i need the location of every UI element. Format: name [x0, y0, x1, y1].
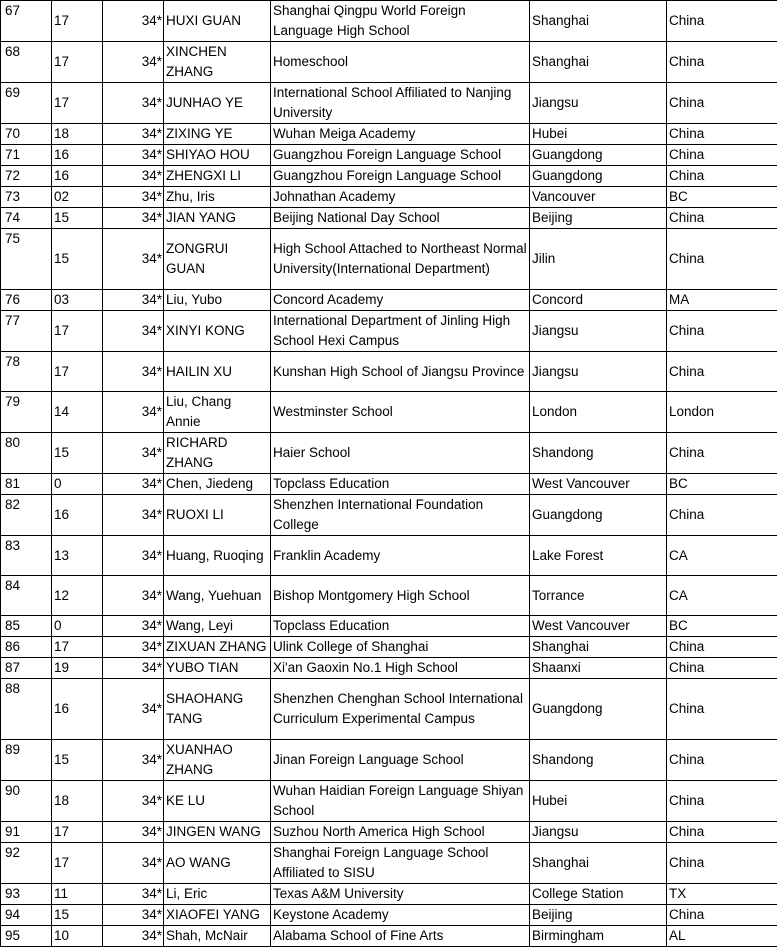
school-cell: Homeschool — [271, 42, 530, 83]
name-cell: YUBO TIAN — [164, 658, 271, 679]
table-row — [1, 145, 777, 166]
rank-cell: 73 — [1, 187, 52, 208]
grade-cell: 15 — [52, 229, 103, 290]
school-cell: Shenzhen International Foundation College — [271, 495, 530, 536]
grade-cell: 17 — [52, 637, 103, 658]
city-cell: Shanghai — [530, 1, 667, 42]
school-cell: Haier School — [271, 433, 530, 474]
city-cell: Guangdong — [530, 495, 667, 536]
school-cell: Shenzhen Chenghan School International Curriculum Experimental Campus — [271, 679, 530, 740]
city-cell: Shanghai — [530, 843, 667, 884]
table-row — [1, 822, 777, 843]
grade-cell: 10 — [52, 926, 103, 947]
city-cell: Shanghai — [530, 42, 667, 83]
table-row — [1, 208, 777, 229]
region-cell: China — [667, 124, 777, 145]
rank-cell: 86 — [1, 637, 52, 658]
name-cell: JUNHAO YE — [164, 83, 271, 124]
school-cell: Shanghai Qingpu World Foreign Language High School — [271, 1, 530, 42]
score-cell: 34* — [103, 822, 164, 843]
table-row — [1, 166, 777, 187]
table-row — [1, 616, 777, 637]
rank-cell: 68 — [1, 42, 52, 83]
school-cell: International Department of Jinling High School Hexi Campus — [271, 311, 530, 352]
grade-cell: 13 — [52, 536, 103, 576]
grade-cell: 16 — [52, 679, 103, 740]
school-cell: Guangzhou Foreign Language School — [271, 145, 530, 166]
school-cell: Johnathan Academy — [271, 187, 530, 208]
region-cell: BC — [667, 474, 777, 495]
grade-cell: 14 — [52, 392, 103, 433]
school-cell: Shanghai Foreign Language School Affiliated to SISU — [271, 843, 530, 884]
grade-cell: 15 — [52, 740, 103, 781]
city-cell: Hubei — [530, 781, 667, 822]
score-cell: 34* — [103, 616, 164, 637]
city-cell: College Station — [530, 884, 667, 905]
school-cell: High School Attached to Northeast Normal University(International Department) — [271, 229, 530, 290]
name-cell: HUXI GUAN — [164, 1, 271, 42]
city-cell: Torrance — [530, 576, 667, 616]
score-cell: 34* — [103, 290, 164, 311]
region-cell: China — [667, 311, 777, 352]
name-cell: Chen, Jiedeng — [164, 474, 271, 495]
rank-cell: 77 — [1, 311, 52, 352]
score-cell: 34* — [103, 905, 164, 926]
grade-cell: 19 — [52, 658, 103, 679]
table-row — [1, 536, 777, 576]
region-cell: China — [667, 781, 777, 822]
region-cell: China — [667, 1, 777, 42]
rank-cell: 71 — [1, 145, 52, 166]
school-cell: Keystone Academy — [271, 905, 530, 926]
name-cell: SHIYAO HOU — [164, 145, 271, 166]
grade-cell: 17 — [52, 311, 103, 352]
school-cell: Jinan Foreign Language School — [271, 740, 530, 781]
name-cell: HAILIN XU — [164, 352, 271, 392]
table-body — [1, 1, 777, 947]
city-cell: Beijing — [530, 208, 667, 229]
region-cell: China — [667, 166, 777, 187]
name-cell: ZIXUAN ZHANG — [164, 637, 271, 658]
table-row — [1, 495, 777, 536]
table-row — [1, 843, 777, 884]
score-cell: 34* — [103, 229, 164, 290]
name-cell: Liu, Yubo — [164, 290, 271, 311]
score-cell: 34* — [103, 392, 164, 433]
name-cell: RICHARD ZHANG — [164, 433, 271, 474]
grade-cell: 16 — [52, 145, 103, 166]
rank-cell: 80 — [1, 433, 52, 474]
grade-cell: 15 — [52, 208, 103, 229]
school-cell: Ulink College of Shanghai — [271, 637, 530, 658]
name-cell: Shah, McNair — [164, 926, 271, 947]
school-cell: Wuhan Meiga Academy — [271, 124, 530, 145]
region-cell: MA — [667, 290, 777, 311]
name-cell: XIAOFEI YANG — [164, 905, 271, 926]
score-cell: 34* — [103, 187, 164, 208]
rank-cell: 84 — [1, 576, 52, 616]
rank-cell: 90 — [1, 781, 52, 822]
grade-cell: 17 — [52, 843, 103, 884]
rank-cell: 88 — [1, 679, 52, 740]
table-row — [1, 290, 777, 311]
table-row — [1, 42, 777, 83]
city-cell: Guangdong — [530, 679, 667, 740]
score-cell: 34* — [103, 433, 164, 474]
rank-cell: 72 — [1, 166, 52, 187]
table-row — [1, 781, 777, 822]
table-row — [1, 311, 777, 352]
score-cell: 34* — [103, 208, 164, 229]
school-cell: Concord Academy — [271, 290, 530, 311]
name-cell: Wang, Leyi — [164, 616, 271, 637]
rank-cell: 94 — [1, 905, 52, 926]
school-cell: Texas A&M University — [271, 884, 530, 905]
city-cell: Shaanxi — [530, 658, 667, 679]
region-cell: China — [667, 495, 777, 536]
region-cell: China — [667, 822, 777, 843]
score-cell: 34* — [103, 637, 164, 658]
rank-cell: 83 — [1, 536, 52, 576]
rank-cell: 82 — [1, 495, 52, 536]
city-cell: Lake Forest — [530, 536, 667, 576]
grade-cell: 02 — [52, 187, 103, 208]
city-cell: Jiangsu — [530, 352, 667, 392]
name-cell: Zhu, Iris — [164, 187, 271, 208]
table-row — [1, 187, 777, 208]
rank-cell: 81 — [1, 474, 52, 495]
grade-cell: 17 — [52, 1, 103, 42]
school-cell: Westminster School — [271, 392, 530, 433]
school-cell: Guangzhou Foreign Language School — [271, 166, 530, 187]
region-cell: China — [667, 905, 777, 926]
city-cell: Concord — [530, 290, 667, 311]
name-cell: XUANHAO ZHANG — [164, 740, 271, 781]
name-cell: Li, Eric — [164, 884, 271, 905]
rank-cell: 79 — [1, 392, 52, 433]
table-row — [1, 124, 777, 145]
city-cell: Jiangsu — [530, 822, 667, 843]
name-cell: KE LU — [164, 781, 271, 822]
name-cell: JIAN YANG — [164, 208, 271, 229]
table-row — [1, 433, 777, 474]
score-cell: 34* — [103, 495, 164, 536]
name-cell: Liu, Chang Annie — [164, 392, 271, 433]
score-cell: 34* — [103, 1, 164, 42]
region-cell: China — [667, 145, 777, 166]
score-cell: 34* — [103, 124, 164, 145]
table-row — [1, 229, 777, 290]
city-cell: Beijing — [530, 905, 667, 926]
region-cell: CA — [667, 576, 777, 616]
score-cell: 34* — [103, 843, 164, 884]
region-cell: China — [667, 433, 777, 474]
grade-cell: 0 — [52, 474, 103, 495]
score-cell: 34* — [103, 352, 164, 392]
rank-cell: 92 — [1, 843, 52, 884]
name-cell: RUOXI LI — [164, 495, 271, 536]
region-cell: China — [667, 658, 777, 679]
name-cell: XINCHEN ZHANG — [164, 42, 271, 83]
grade-cell: 12 — [52, 576, 103, 616]
grade-cell: 17 — [52, 42, 103, 83]
grade-cell: 03 — [52, 290, 103, 311]
school-cell: Alabama School of Fine Arts — [271, 926, 530, 947]
city-cell: Jiangsu — [530, 83, 667, 124]
name-cell: ZHENGXI LI — [164, 166, 271, 187]
region-cell: China — [667, 843, 777, 884]
school-cell: Bishop Montgomery High School — [271, 576, 530, 616]
table-row — [1, 392, 777, 433]
score-cell: 34* — [103, 926, 164, 947]
city-cell: Shandong — [530, 740, 667, 781]
score-cell: 34* — [103, 884, 164, 905]
school-cell: Topclass Education — [271, 616, 530, 637]
rank-cell: 95 — [1, 926, 52, 947]
rank-cell: 93 — [1, 884, 52, 905]
rank-cell: 69 — [1, 83, 52, 124]
grade-cell: 17 — [52, 83, 103, 124]
score-cell: 34* — [103, 536, 164, 576]
name-cell: ZONGRUI GUAN — [164, 229, 271, 290]
region-cell: China — [667, 208, 777, 229]
rank-cell: 85 — [1, 616, 52, 637]
score-cell: 34* — [103, 474, 164, 495]
region-cell: China — [667, 740, 777, 781]
city-cell: West Vancouver — [530, 474, 667, 495]
table-row — [1, 884, 777, 905]
rank-cell: 91 — [1, 822, 52, 843]
school-cell: Beijing National Day School — [271, 208, 530, 229]
grade-cell: 0 — [52, 616, 103, 637]
region-cell: China — [667, 679, 777, 740]
city-cell: Birmingham — [530, 926, 667, 947]
name-cell: ZIXING YE — [164, 124, 271, 145]
region-cell: China — [667, 42, 777, 83]
table-row — [1, 658, 777, 679]
table-row — [1, 740, 777, 781]
score-cell: 34* — [103, 658, 164, 679]
rank-cell: 76 — [1, 290, 52, 311]
score-cell: 34* — [103, 576, 164, 616]
region-cell: TX — [667, 884, 777, 905]
name-cell: JINGEN WANG — [164, 822, 271, 843]
score-cell: 34* — [103, 145, 164, 166]
grade-cell: 11 — [52, 884, 103, 905]
table-row — [1, 905, 777, 926]
name-cell: AO WANG — [164, 843, 271, 884]
grade-cell: 17 — [52, 822, 103, 843]
school-cell: Xi'an Gaoxin No.1 High School — [271, 658, 530, 679]
city-cell: London — [530, 392, 667, 433]
rank-cell: 75 — [1, 229, 52, 290]
name-cell: SHAOHANG TANG — [164, 679, 271, 740]
region-cell: London — [667, 392, 777, 433]
table-row — [1, 637, 777, 658]
school-cell: International School Affiliated to Nanjing University — [271, 83, 530, 124]
region-cell: BC — [667, 616, 777, 637]
score-cell: 34* — [103, 679, 164, 740]
table-row — [1, 352, 777, 392]
grade-cell: 15 — [52, 433, 103, 474]
score-cell: 34* — [103, 83, 164, 124]
city-cell: West Vancouver — [530, 616, 667, 637]
rank-cell: 78 — [1, 352, 52, 392]
school-cell: Suzhou North America High School — [271, 822, 530, 843]
region-cell: China — [667, 229, 777, 290]
name-cell: Huang, Ruoqing — [164, 536, 271, 576]
rank-cell: 70 — [1, 124, 52, 145]
city-cell: Jiangsu — [530, 311, 667, 352]
score-cell: 34* — [103, 740, 164, 781]
region-cell: BC — [667, 187, 777, 208]
region-cell: China — [667, 83, 777, 124]
city-cell: Jilin — [530, 229, 667, 290]
grade-cell: 18 — [52, 124, 103, 145]
region-cell: CA — [667, 536, 777, 576]
city-cell: Guangdong — [530, 145, 667, 166]
table-row — [1, 679, 777, 740]
table-row — [1, 1, 777, 42]
city-cell: Hubei — [530, 124, 667, 145]
rank-cell: 89 — [1, 740, 52, 781]
city-cell: Shandong — [530, 433, 667, 474]
rank-cell: 74 — [1, 208, 52, 229]
school-cell: Kunshan High School of Jiangsu Province — [271, 352, 530, 392]
grade-cell: 17 — [52, 352, 103, 392]
score-cell: 34* — [103, 311, 164, 352]
school-cell: Wuhan Haidian Foreign Language Shiyan School — [271, 781, 530, 822]
grade-cell: 16 — [52, 166, 103, 187]
region-cell: China — [667, 637, 777, 658]
table-row — [1, 83, 777, 124]
rank-cell: 67 — [1, 1, 52, 42]
grade-cell: 16 — [52, 495, 103, 536]
city-cell: Guangdong — [530, 166, 667, 187]
table-row — [1, 474, 777, 495]
score-cell: 34* — [103, 42, 164, 83]
grade-cell: 18 — [52, 781, 103, 822]
score-cell: 34* — [103, 781, 164, 822]
school-cell: Topclass Education — [271, 474, 530, 495]
school-cell: Franklin Academy — [271, 536, 530, 576]
region-cell: China — [667, 352, 777, 392]
name-cell: XINYI KONG — [164, 311, 271, 352]
rank-cell: 87 — [1, 658, 52, 679]
city-cell: Shanghai — [530, 637, 667, 658]
city-cell: Vancouver — [530, 187, 667, 208]
table-row — [1, 576, 777, 616]
score-cell: 34* — [103, 166, 164, 187]
name-cell: Wang, Yuehuan — [164, 576, 271, 616]
grade-cell: 15 — [52, 905, 103, 926]
table-row — [1, 926, 777, 947]
region-cell: AL — [667, 926, 777, 947]
